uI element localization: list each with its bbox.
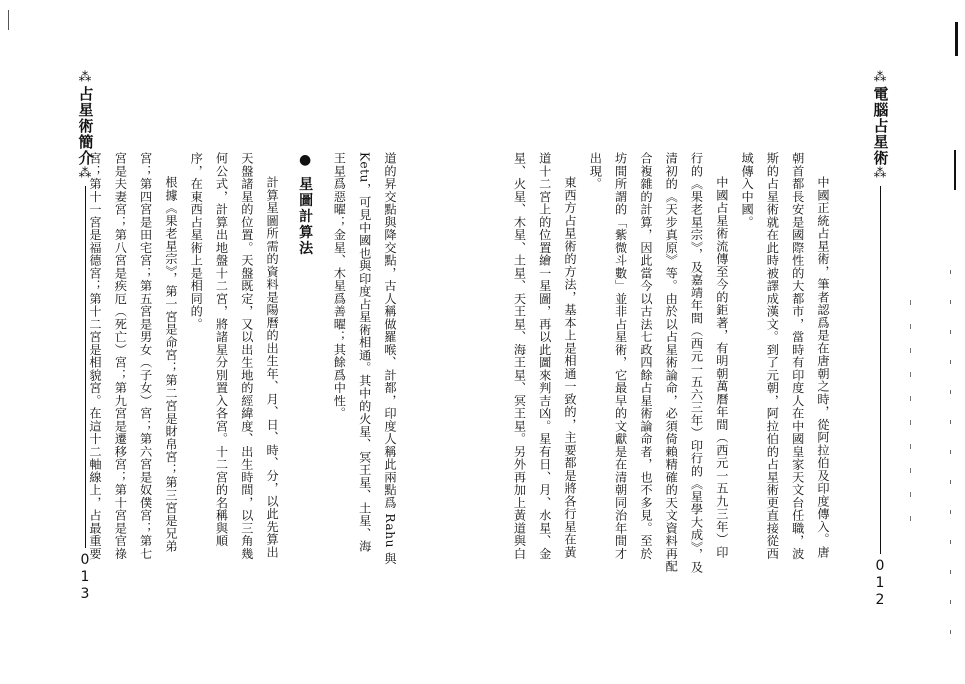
text-column: 域傳入中國。	[740, 152, 755, 229]
page-number: 012	[872, 558, 888, 609]
ornament-icon: ⁂	[77, 166, 93, 182]
body-text-right	[506, 152, 835, 592]
text-column: Ketu，可見中國也與印度占星術相通。其中的火星、冥王星、土星、海	[357, 152, 372, 553]
text-column: 合複雜的計算，因此當今以古法七政四餘占星術論命者，也不多見。至於	[638, 152, 653, 560]
text-column: 序，在東西占星術上是相同的。	[189, 152, 204, 331]
page-number: 013	[77, 552, 93, 603]
text-column: 天盤諸星的位置。天盤既定，又以出生地的經緯度、出生時間，以三角幾	[239, 152, 254, 560]
text-column: 朝首都長安是國際性的大都市，當時有印度人在中國皇家天文台任職，波	[790, 152, 805, 560]
text-column: 王星爲惡曜；金星、木星爲善曜；其餘爲中性。	[332, 152, 347, 420]
body-text-left	[82, 152, 402, 592]
running-header-right	[867, 70, 893, 609]
running-header-title: 電腦占星術	[871, 86, 890, 166]
text-column: 東西方占星術的方法，基本上是相通一致的，主要都是將各行星在黃	[563, 176, 578, 559]
text-column: 星、火星、木星、土星、天王星、海王星、冥王星。另外再加上黃道與白	[512, 152, 527, 560]
text-column: 宮是夫妻宮；第八宮是疾厄（死亡）宮；第九宮是遷移宮；第十宮是官祿	[113, 152, 128, 560]
section-title-text: 星圖計算法	[297, 176, 314, 257]
text-column: 行的《果老星宗》，及嘉靖年間（西元一五六三年）印行的《星學大成》，及	[689, 152, 704, 574]
left-page	[0, 0, 482, 684]
text-column: 中國占星術流傳至今的鉅著，有明朝萬曆年間（西元一五九三年）印	[714, 176, 729, 559]
text-column: 道的昇交點與降交點，古人稱做羅喉、計都，印度人稱此兩點爲 Rahu 與	[383, 152, 397, 566]
right-page	[482, 0, 965, 684]
text-column: 坊間所謂的「紫微斗數」並非占星術，它最早的文獻是在清朝同治年間才	[613, 152, 628, 560]
header-rule	[880, 186, 881, 554]
text-column: 根據《果老星宗》，第一宮是命宮；第二宮是財帛宮；第三宮是兄弟	[163, 176, 178, 553]
text-column: 中國正統占星術，筆者認爲是在唐朝之時，從阿拉伯及印度傳入。唐	[816, 176, 830, 559]
text-column: 出現。	[588, 152, 603, 191]
running-header-left	[72, 70, 98, 603]
ornament-icon: ⁂	[872, 166, 888, 182]
text-column: 宮；第四宮是田宅宮；第五宮是男女（子女）宮；第六宮是奴僕宮；第七	[138, 152, 153, 560]
ornament-icon: ⁂	[872, 70, 888, 86]
running-header-title: 占星術簡介	[76, 86, 95, 166]
text-column: 斯的占星術就在此時被譯成漢文。到了元朝，阿拉伯的占星術更直接從西	[765, 152, 780, 560]
section-title: ● 星圖計算法	[297, 152, 314, 257]
text-column: 何公式，計算出地盤十二宮，將諸星分別置入各宮。十二宮的名稱與順	[214, 152, 229, 548]
text-column: 計算星圖所需的資料是陽曆的出生年、月、日、時、分，以此先算出	[265, 176, 280, 559]
ornament-icon: ⁂	[77, 70, 93, 86]
text-column: 清初的《天步真原》等。由於以占星術論命，必須倚賴精確的天文資料再配	[664, 152, 679, 573]
text-column: 宮；第十一宮是福德宮；第十二宮是相貌宮。在這十二軸線上，占最重要	[88, 152, 103, 560]
header-rule	[85, 186, 86, 548]
text-column: 道十二宮上的位置繪一星圖，再以此圖來判吉凶。星有日、月、水星、金	[537, 152, 552, 560]
